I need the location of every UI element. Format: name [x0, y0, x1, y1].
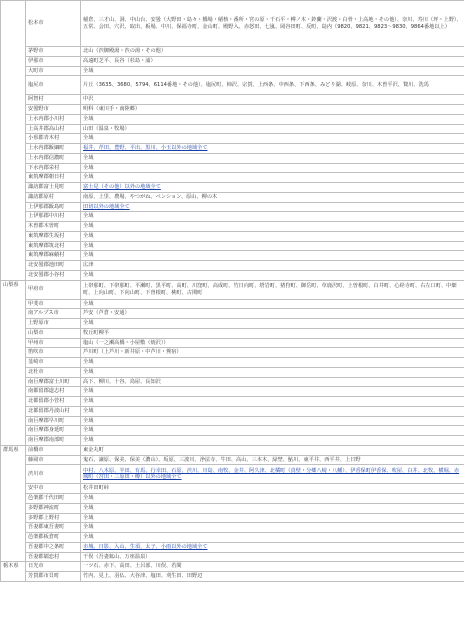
- city-cell: 下水内郡栄村: [26, 163, 81, 173]
- city-cell: 吾妻郡東吾妻町: [26, 523, 81, 533]
- area-cell: [81, 124, 464, 134]
- area-text: 全域: [83, 154, 94, 161]
- area-cell: [81, 445, 464, 455]
- city-cell: 藤岡市: [26, 455, 81, 465]
- area-text: 高遠町芝平、長谷（杉島・浦）: [83, 57, 156, 64]
- area-text: 全域: [83, 67, 94, 74]
- area-cell: [81, 66, 464, 76]
- area-text: 全域: [83, 514, 94, 521]
- city-cell: 甲州市: [26, 338, 81, 348]
- area-text: 全域: [83, 164, 94, 171]
- city-cell: 阿智村: [26, 95, 81, 105]
- table-row: [1, 542, 464, 552]
- city-cell: 渋川市: [26, 465, 81, 484]
- area-text: 干俣（吾妻鉱山、万座温泉）: [83, 553, 151, 560]
- table-row: [1, 241, 464, 251]
- city-cell: 南巨摩郡富士川町: [26, 377, 81, 387]
- city-cell: 木曽郡木曽町: [26, 222, 81, 232]
- area-cell: [81, 397, 464, 407]
- area-text: 全域: [83, 359, 94, 365]
- area-text: 鬼石、譲原、保美、保美（濃山）、坂原、三波川、浄法寺、牛田、高山、三本木、緑埜、鮎川、東平井、西平井、上日野: [83, 456, 361, 463]
- area-cell: [81, 484, 464, 494]
- city-cell: 上野原市: [26, 319, 81, 329]
- city-cell: 山梨市: [26, 328, 81, 338]
- area-cell: [81, 523, 464, 533]
- area-cell: [81, 436, 464, 446]
- area-cell: [81, 192, 464, 202]
- city-cell: 吾妻郡中之条町: [26, 542, 81, 552]
- table-row: [1, 153, 464, 163]
- area-cell: [81, 358, 464, 368]
- city-cell: 東筑摩郡朝日村: [26, 173, 81, 183]
- city-cell: 多野郡神流町: [26, 503, 81, 513]
- city-cell: 笛吹市: [26, 348, 81, 358]
- city-cell: 塩尻市: [26, 76, 81, 95]
- table-row: [1, 465, 464, 484]
- area-cell: [81, 1, 464, 47]
- city-cell: 上水内郡飯綱町: [26, 144, 81, 154]
- table-row: [1, 513, 464, 523]
- area-cell: [81, 503, 464, 513]
- city-cell: 南巨摩郡早川町: [26, 416, 81, 426]
- area-cell: [81, 222, 464, 232]
- area-text: 高下、柳川、十谷、鳥屋、長知沢: [83, 378, 161, 385]
- area-text: 全域: [83, 388, 94, 395]
- area-text: 竹内、見上、羽仏、大谷津、塩田、刈生田、田野辺: [83, 573, 203, 579]
- table-row: [1, 251, 464, 261]
- area-cell: [81, 153, 464, 163]
- table-row: [1, 328, 464, 338]
- prefecture-cell: 山梨県: [1, 280, 26, 445]
- area-cell: [81, 299, 464, 309]
- area-cell: [81, 387, 464, 397]
- area-text: 上帯那町、下帯那町、平瀬町、黒平町、高町、川窪町、高成町、竹日向町、塔岩町、猪狩町、御岳町、草鹿沢町、上曽根町、白井町、心経寺町、右左口町、中畑町、上向山町、下向山町、下曽根町、桃町、古関町: [83, 282, 457, 296]
- table-row: [1, 212, 464, 222]
- table-row: [1, 445, 464, 455]
- area-text: 福井、芹田、豊野、平出、黒川、小玉以外の地域全て: [83, 145, 208, 151]
- area-text: 片丘（3635、3680、5794、6114番地・その他）、塩尻町、柿沢、宗賀、上西条、中西条、下西条、みどり湖、岐原、奈川、木曽平沢、贄川、洗馬: [83, 81, 429, 88]
- table-row: [1, 416, 464, 426]
- table-row: [1, 358, 464, 368]
- city-cell: 南アルプス市: [26, 309, 81, 319]
- area-text: 全域: [83, 174, 94, 181]
- area-text: 全域: [83, 223, 94, 229]
- city-cell: 上水内郡信濃町: [26, 153, 81, 163]
- area-cell: [81, 134, 464, 144]
- table-row: [1, 319, 464, 329]
- area-cell: [81, 270, 464, 280]
- area-text: 北山（渋御殿湯・渋の湯・その他）: [83, 48, 167, 54]
- city-cell: 諏訪郡原村: [26, 192, 81, 202]
- city-cell: 安曇野市: [26, 105, 81, 115]
- table-row: [1, 66, 464, 76]
- table-row: [1, 202, 464, 212]
- area-cell: [81, 114, 464, 124]
- city-cell: 南巨摩郡身延町: [26, 426, 81, 436]
- area-cell: [81, 231, 464, 241]
- area-text: 全域: [83, 213, 94, 220]
- city-cell: 邑楽郡板倉町: [26, 533, 81, 543]
- table-row: [1, 494, 464, 504]
- area-text: 牧丘町柳平: [83, 329, 109, 336]
- city-cell: 邑楽郡千代田町: [26, 494, 81, 504]
- area-text: 東金丸町: [83, 446, 104, 453]
- area-cell: [81, 309, 464, 319]
- city-cell: 南都留郡道志村: [26, 387, 81, 397]
- table-row: [1, 503, 464, 513]
- table-row: [1, 173, 464, 183]
- area-text: 全域: [83, 320, 94, 326]
- area-cell: [81, 542, 464, 552]
- area-cell: [81, 144, 464, 154]
- area-cell: [81, 416, 464, 426]
- area-text: 全域: [83, 271, 94, 278]
- city-cell: 多野郡上野村: [26, 513, 81, 523]
- city-cell: 甲府市: [26, 280, 81, 299]
- city-cell: 北都留郡小菅村: [26, 397, 81, 407]
- area-cell: [81, 241, 464, 251]
- table-row: [1, 299, 464, 309]
- area-text: 稲倉、三才山、洞、中山台、安曇（大野田・島々・橋場・稲核・番所・宮の原・千石平・榑ノ木・鈴蘭・沢渡・白骨・上高地・その他）、奈川、寿川（坪・上野）、五常、会田、穴沢、取出、板場、中川、保福寺町、金山町、殿野入、赤怒田、七嵐、岡谷田町、反町、島内（9820、9821、9823～9830、9864番地以上）: [83, 16, 462, 30]
- table-row: [1, 377, 464, 387]
- city-cell: 上伊那郡中川村: [26, 212, 81, 222]
- area-cell: [81, 572, 464, 582]
- city-cell: 上高井郡高山村: [26, 124, 81, 134]
- table-row: [1, 572, 464, 582]
- table-row: [1, 95, 464, 105]
- area-text: 全域: [83, 368, 94, 375]
- area-cell: [81, 533, 464, 543]
- city-cell: 南巨摩郡南部町: [26, 436, 81, 446]
- table-row: [1, 348, 464, 358]
- city-cell: 甲斐市: [26, 299, 81, 309]
- table-row: [1, 114, 464, 124]
- area-text: 一ツ石、赤下、高田、土呂部、川俣、若間: [83, 563, 182, 570]
- area-cell: [81, 513, 464, 523]
- area-cell: [81, 95, 464, 105]
- table-row: [1, 183, 464, 193]
- area-text: 塩山（一之瀬高橋・小屋敷（焼沢））: [83, 339, 169, 346]
- table-row: [1, 552, 464, 562]
- area-text: 中村、八木原、半田、有馬、行幸田、石原、渋川、川島、南牧、金井、阿久津、北橘町（真壁・分郷八崎・八幡）、伊香保町伊香保、吹屋、白井、北牧、横堀、赤城町（宮田・三原田・樽）以外の地域全て: [83, 467, 460, 481]
- city-cell: 茅野市: [26, 47, 81, 57]
- city-cell: 日光市: [26, 562, 81, 572]
- area-text: 田切以外の地域全て: [83, 203, 130, 210]
- area-text: 全域: [83, 242, 94, 249]
- city-cell: 前橋市: [26, 445, 81, 455]
- area-cell: [81, 328, 464, 338]
- area-cell: [81, 76, 464, 95]
- table-row: [1, 406, 464, 416]
- city-cell: 芳賀郡市貝町: [26, 572, 81, 582]
- area-text: 全域: [83, 524, 94, 531]
- table-row: [1, 280, 464, 299]
- city-cell: 大町市: [26, 66, 81, 76]
- table-row: [1, 455, 464, 465]
- area-cell: [81, 377, 464, 387]
- city-cell: 上伊那郡飯島町: [26, 202, 81, 212]
- area-text: 明科（東川手・南陸郷）: [83, 106, 141, 112]
- city-cell: 東筑摩郡麻績村: [26, 251, 81, 261]
- area-cell: [81, 426, 464, 436]
- table-row: [1, 144, 464, 154]
- area-cell: [81, 261, 464, 271]
- city-cell: 東筑摩郡生坂村: [26, 231, 81, 241]
- area-text: 芦川町（上芦川・新井原・中芦川・鶯宿）: [83, 349, 182, 356]
- area-text: 全域: [83, 135, 94, 142]
- city-cell: 松本市: [26, 1, 81, 47]
- area-cell: [81, 212, 464, 222]
- area-text: 広津: [83, 262, 94, 268]
- area-text: 全域: [83, 232, 94, 239]
- area-text: 全域: [83, 407, 94, 414]
- area-text: 全域: [83, 534, 94, 540]
- table-row: [1, 56, 464, 66]
- area-text: 市城、日影、入山、生須、太子、小雨以外の地域全て: [83, 543, 208, 550]
- area-cell: [81, 367, 464, 377]
- area-text: 全域: [83, 437, 94, 443]
- area-text: 全域: [83, 495, 94, 501]
- area-text: 芦安（芦倉・安通）: [83, 310, 130, 317]
- area-cell: [81, 105, 464, 115]
- table-row: [1, 367, 464, 377]
- area-text: 富士見（その他）以外の地域全て: [83, 184, 161, 190]
- area-cell: [81, 552, 464, 562]
- city-cell: 北安曇郡小谷村: [26, 270, 81, 280]
- table-row: [1, 105, 464, 115]
- table-row: [1, 192, 464, 202]
- area-cell: [81, 56, 464, 66]
- area-cell: [81, 338, 464, 348]
- table-row: [1, 484, 464, 494]
- city-cell: 韮崎市: [26, 358, 81, 368]
- table-row: [1, 261, 464, 271]
- area-cell: [81, 251, 464, 261]
- area-text: 全域: [83, 252, 94, 259]
- area-cell: [81, 465, 464, 484]
- area-cell: [81, 173, 464, 183]
- table-row: [1, 562, 464, 572]
- city-cell: 北安曇郡池田町: [26, 261, 81, 271]
- area-cell: [81, 202, 464, 212]
- area-cell: [81, 319, 464, 329]
- area-text: 南原、上里、農場、やつがね、ペンション、原山、柳の木: [83, 193, 218, 200]
- table-row: [1, 134, 464, 144]
- table-row: [1, 76, 464, 95]
- area-cell: [81, 47, 464, 57]
- table-row: [1, 523, 464, 533]
- area-text: 全域: [83, 115, 94, 122]
- area-cell: [81, 455, 464, 465]
- area-text: 全域: [83, 504, 94, 511]
- table-row: [1, 387, 464, 397]
- area-cell: [81, 494, 464, 504]
- city-cell: 安中市: [26, 484, 81, 494]
- area-cell: [81, 348, 464, 358]
- city-cell: 北杜市: [26, 367, 81, 377]
- table-row: [1, 533, 464, 543]
- table-row: [1, 47, 464, 57]
- city-cell: 北都留郡丹波山村: [26, 406, 81, 416]
- area-text: 中沢: [83, 96, 94, 103]
- city-cell: 小県郡青木村: [26, 134, 81, 144]
- area-cell: [81, 406, 464, 416]
- table-row: [1, 124, 464, 134]
- area-text: 松井田町峠: [83, 485, 109, 492]
- city-cell: 吾妻郡嬬恋村: [26, 552, 81, 562]
- city-cell: 上水内郡小川村: [26, 114, 81, 124]
- prefecture-cell: 群馬県: [1, 445, 26, 562]
- table-row: [1, 338, 464, 348]
- area-text: 全域: [83, 417, 94, 424]
- table-row: [1, 231, 464, 241]
- table-row: [1, 426, 464, 436]
- table-row: [1, 1, 464, 47]
- table-row: [1, 270, 464, 280]
- prefecture-cell: 栃木県: [1, 562, 26, 582]
- prefecture-cell: [1, 1, 26, 281]
- city-cell: 伊那市: [26, 56, 81, 66]
- table-row: [1, 309, 464, 319]
- table-row: [1, 436, 464, 446]
- area-cell: [81, 163, 464, 173]
- table-row: [1, 163, 464, 173]
- area-text: 全域: [83, 300, 94, 307]
- area-cell: [81, 280, 464, 299]
- area-text: 全域: [83, 427, 94, 434]
- area-cell: [81, 562, 464, 572]
- city-cell: 東筑摩郡筑北村: [26, 241, 81, 251]
- area-cell: [81, 183, 464, 193]
- area-text: 山田（温泉・牧場）: [83, 125, 130, 132]
- table-row: [1, 222, 464, 232]
- area-text: 全域: [83, 398, 94, 404]
- table-row: [1, 397, 464, 407]
- city-cell: 諏訪郡富士見町: [26, 183, 81, 193]
